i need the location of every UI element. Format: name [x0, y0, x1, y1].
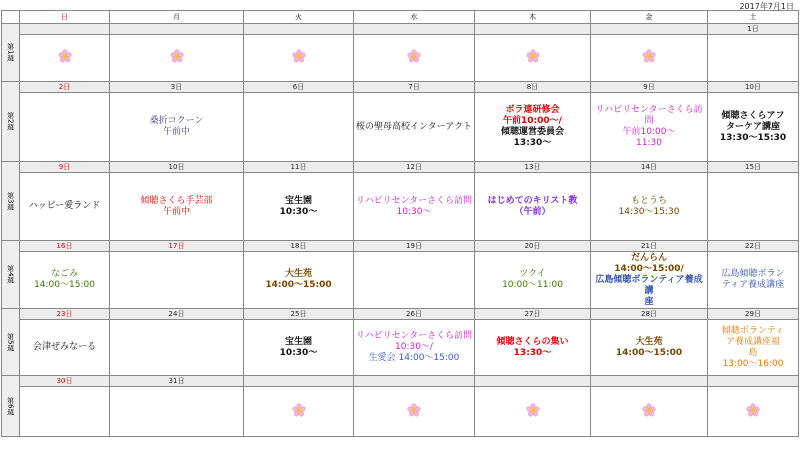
- day-number: 9日: [591, 82, 708, 93]
- week-label: 第3週: [2, 162, 20, 241]
- day-cell[interactable]: [475, 320, 591, 376]
- day-cell[interactable]: [708, 35, 799, 82]
- day-number: [20, 24, 110, 35]
- day-cell[interactable]: [591, 252, 708, 309]
- event-line: 桜の聖母高校インターアクト: [356, 121, 472, 132]
- event-line: ボラ連研修会: [505, 105, 560, 115]
- flower-icon: [170, 49, 184, 63]
- day-cell[interactable]: [354, 320, 475, 376]
- event-line: 13:30～15:30: [719, 132, 787, 143]
- day-number: 30日: [20, 376, 110, 387]
- day-cell[interactable]: [591, 173, 708, 241]
- day-number: 20日: [475, 241, 591, 252]
- flower-icon: [642, 49, 656, 63]
- day-number: [354, 376, 475, 387]
- event-line: ティア養成講座: [721, 280, 785, 290]
- day-number: 29日: [708, 309, 799, 320]
- event-line: 11:30: [636, 138, 662, 148]
- day-number: 10日: [708, 82, 799, 93]
- day-number: [244, 376, 354, 387]
- day-cell[interactable]: [110, 252, 244, 309]
- day-number: 9日: [20, 162, 110, 173]
- flower-icon: [526, 403, 540, 417]
- day-cell[interactable]: [475, 252, 591, 309]
- day-cell[interactable]: [20, 93, 110, 162]
- day-number: [354, 24, 475, 35]
- event-line: 13:30～: [513, 347, 552, 358]
- weekday-mon: 月: [110, 11, 244, 24]
- day-number: 15日: [708, 162, 799, 173]
- day-cell[interactable]: [110, 93, 244, 162]
- event-line: 10:30～: [279, 347, 318, 358]
- event-line: もとうち: [630, 195, 667, 206]
- flower-icon: [292, 403, 306, 417]
- day-cell[interactable]: [708, 387, 799, 437]
- day-number: 1日: [708, 24, 799, 35]
- event-line: 午前10:00～/: [503, 116, 562, 126]
- event-line: ハッピー愛ランド: [28, 201, 101, 211]
- event-line: 10:30～: [279, 206, 318, 217]
- day-number: [591, 376, 708, 387]
- day-number: 26日: [354, 309, 475, 320]
- weekday-sat: 土: [708, 11, 799, 24]
- day-number: 31日: [110, 376, 244, 387]
- event-line: 午前中: [162, 206, 190, 217]
- day-cell[interactable]: [244, 93, 354, 162]
- day-cell[interactable]: [20, 252, 110, 309]
- event-line: 13:30～: [513, 138, 552, 148]
- event-line: なごみ: [50, 269, 78, 279]
- flower-icon: [642, 403, 656, 417]
- day-cell[interactable]: [110, 173, 244, 241]
- event-line: 14:00～15:00/: [614, 263, 684, 274]
- day-number: [591, 24, 708, 35]
- day-content-row: [2, 387, 799, 437]
- day-number: 13日: [475, 162, 591, 173]
- event-line: ターケア講座: [725, 121, 780, 132]
- week-label: 第2週: [2, 82, 20, 162]
- day-cell[interactable]: [591, 320, 708, 376]
- event-line: 午前10:00～: [622, 127, 676, 137]
- event-line: 13:00～16:00: [722, 358, 784, 369]
- day-cell[interactable]: [591, 35, 708, 82]
- day-content-row: [2, 93, 799, 162]
- event-line: 14:30～15:30: [618, 206, 680, 217]
- flower-icon: [292, 49, 306, 63]
- event-line: 宝生園: [284, 336, 312, 347]
- day-cell[interactable]: [20, 387, 110, 437]
- day-number: 7日: [354, 82, 475, 93]
- weekday-sun: 日: [20, 11, 110, 24]
- day-cell[interactable]: [475, 173, 591, 241]
- day-number: 27日: [475, 309, 591, 320]
- event-line: ア養成講座福: [725, 336, 780, 347]
- day-cell[interactable]: [244, 173, 354, 241]
- day-content-row: [2, 252, 799, 309]
- day-cell[interactable]: [475, 35, 591, 82]
- event-line: リハビリセンターさくら訪問: [355, 195, 473, 206]
- flower-icon: [526, 49, 540, 63]
- day-cell[interactable]: [591, 93, 708, 162]
- day-cell[interactable]: [708, 252, 799, 309]
- event-line: 午前中: [162, 127, 190, 137]
- day-number-row: [2, 309, 799, 320]
- day-number: 24日: [110, 309, 244, 320]
- day-cell[interactable]: [110, 320, 244, 376]
- day-cell[interactable]: [475, 93, 591, 162]
- event-line: だんらん: [630, 252, 667, 263]
- event-line: 傾聴さくら手芸部: [140, 195, 213, 206]
- day-content-row: [2, 320, 799, 376]
- event-line: 傾聴さくらの集い: [496, 336, 569, 347]
- event-line: （午前）: [514, 206, 551, 217]
- day-content-row: [2, 173, 799, 241]
- day-number-row: [2, 162, 799, 173]
- event-line: 傾聴さくらアフ: [721, 110, 785, 121]
- day-number: 22日: [708, 241, 799, 252]
- day-number: 8日: [475, 82, 591, 93]
- day-number: 21日: [591, 241, 708, 252]
- event-line: 会津ぜみなーる: [32, 342, 96, 352]
- day-cell[interactable]: [244, 35, 354, 82]
- day-cell[interactable]: [708, 320, 799, 376]
- day-cell[interactable]: [708, 93, 799, 162]
- week-label: 第6週: [2, 376, 20, 437]
- day-number: 28日: [591, 309, 708, 320]
- event-line: 桑折コクーン: [149, 116, 204, 126]
- weekday-wed: 水: [354, 11, 475, 24]
- event-line: 10:30～/: [395, 342, 433, 352]
- day-number-row: [2, 376, 799, 387]
- day-cell[interactable]: [244, 252, 354, 309]
- event-line: 生愛会 14:00～15:00: [368, 353, 460, 363]
- event-line: 10:00～11:00: [502, 280, 563, 290]
- day-number: 25日: [244, 309, 354, 320]
- day-number: [475, 24, 591, 35]
- event-line: 14:00～15:00: [34, 280, 95, 290]
- day-cell[interactable]: [244, 320, 354, 376]
- event-line: 14:00～15:00: [265, 280, 332, 290]
- day-cell[interactable]: [244, 387, 354, 437]
- event-line: 傾聴運営委員会: [500, 127, 564, 137]
- event-line: 14:00～15:00: [615, 347, 683, 358]
- week-label: 第5週: [2, 309, 20, 376]
- day-number: [708, 376, 799, 387]
- corner-cell: [2, 11, 20, 24]
- flower-icon: [407, 49, 421, 63]
- day-number: [110, 24, 244, 35]
- day-number: 6日: [244, 82, 354, 93]
- flower-icon: [58, 49, 72, 63]
- day-number: [475, 376, 591, 387]
- event-line: 島: [748, 347, 758, 358]
- day-number: 19日: [354, 241, 475, 252]
- event-line: ツクイ: [519, 269, 546, 279]
- day-cell[interactable]: [354, 93, 475, 162]
- day-content-row: [2, 35, 799, 82]
- weekday-fri: 金: [591, 11, 708, 24]
- flower-icon: [746, 403, 760, 417]
- day-cell[interactable]: [354, 173, 475, 241]
- event-line: 傾聴ボランティ: [721, 325, 785, 336]
- date-stamp: 2017年7月1日: [739, 2, 794, 11]
- event-line: 広島傾聴ボランティア養成講: [595, 274, 703, 296]
- day-number: 18日: [244, 241, 354, 252]
- day-cell[interactable]: [110, 387, 244, 437]
- event-line: 広島傾聴ボラン: [721, 269, 785, 279]
- calendar-table: [1, 10, 799, 437]
- event-line: 座: [644, 296, 654, 307]
- day-number: 14日: [591, 162, 708, 173]
- day-number-row: [2, 82, 799, 93]
- day-cell[interactable]: [354, 35, 475, 82]
- day-number: 16日: [20, 241, 110, 252]
- event-line: 宝生園: [284, 195, 312, 206]
- day-cell[interactable]: [354, 252, 475, 309]
- day-cell[interactable]: [20, 173, 110, 241]
- day-number: 17日: [110, 241, 244, 252]
- day-number: 11日: [244, 162, 354, 173]
- day-cell[interactable]: [708, 173, 799, 241]
- day-cell[interactable]: [20, 320, 110, 376]
- day-number: 23日: [20, 309, 110, 320]
- day-cell[interactable]: [475, 387, 591, 437]
- day-cell[interactable]: [354, 387, 475, 437]
- event-line: リハビリセンターさくら訪問: [595, 105, 703, 126]
- event-line: 大生苑: [635, 336, 663, 347]
- day-cell[interactable]: [591, 387, 708, 437]
- day-cell[interactable]: [20, 35, 110, 82]
- day-number: 2日: [20, 82, 110, 93]
- event-line: 大生苑: [284, 269, 312, 279]
- flower-icon: [407, 403, 421, 417]
- day-number-row: [2, 241, 799, 252]
- event-line: 10:30～: [396, 206, 432, 217]
- day-cell[interactable]: [110, 35, 244, 82]
- weekday-thu: 木: [475, 11, 591, 24]
- day-number: 3日: [110, 82, 244, 93]
- weekday-header-row: [2, 11, 799, 24]
- weekday-tue: 火: [244, 11, 354, 24]
- event-line: リハビリセンターさくら訪問: [355, 331, 473, 341]
- day-number: 12日: [354, 162, 475, 173]
- week-label: 第4週: [2, 241, 20, 309]
- day-number: [244, 24, 354, 35]
- week-label: 第1週: [2, 24, 20, 82]
- day-number: 10日: [110, 162, 244, 173]
- event-line: はじめてのキリスト教: [487, 195, 578, 206]
- day-number-row: [2, 24, 799, 35]
